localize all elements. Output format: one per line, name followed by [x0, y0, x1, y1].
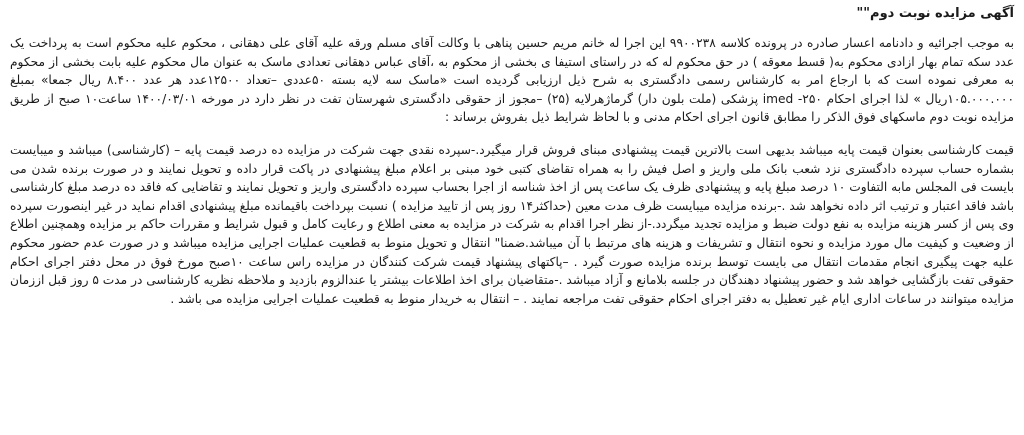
- notice-paragraph-terms: قیمت کارشناسی بعنوان قیمت پایه میباشد بدیهی است بالاترین قیمت پیشنهادی مبنای فروش قرار میگیرد.-سپرده نقدی جهت شرکت در مزایده ده درصد قیمت پایه – (کارشناسی) میباشد و میبایست بشماره حساب سپرده دادگستری نزد شعب بانک ملی واریز و اصل فیش را به همراه تقاضای کتبی خود مبنی بر اعلام مبلغ پیشنهادی در پاکت قرار داده و تحویل نمایند و در صورت برنده شدن می بایست فی المجلس مابه التفاوت ۱۰ درصد مبلغ پایه و پیشنهادی ظرف یک ساعت پس از اخذ شناسه از اجرا بحساب سپرده دادگستری واریز و تحویل نمایند و تقاضایی که فاقد ده درصد مبلغ کارشناسی باشد فاقد اعتبار و ترتیب اثر داده نخواهد شد .-برنده مزایده میبایست ظرف مدت معین (حداکثر۱۴ روز پس از تایید مزایده ) نسبت بپرداخت باقیمانده مبلغ پیشنهادی اقدام نماید در غیر اینصورت سپرده وی پس از کسر هزینه مزایده به نفع دولت ضبط و مزایده تجدید میگردد.-از نظر اجرا اقدام به شرکت در مزایده به معنی اطلاع و رعایت کامل و قبول شرایط و مقررات حاکم بر مزایده وهمچنین اطلاع از وضعیت و کیفیت مال مورد مزایده و نحوه انتقال و تشریفات و هزینه های مرتبط با آن میباشد.ضمنا" انتقال و تحویل منوط به قطعیت عملیات اجرایی مزایده میباشد و در صورت عدم حضور محکوم علیه جهت پیگیری انجام مقدمات انتقال می بایست توسط برنده مزایده صورت گیرد . –پاکتهای پیشنهاد قیمت شرکت کنندگان در مزایده راس ساعت ۱۰صبح مورخ فوق در محل دفتر اجرای احکام حقوقی تفت بازگشایی خواهد شد و حضور پیشنهاد دهندگان در جلسه بلامانع و آزاد میباشد .-متقاضیان برای اخذ اطلاعات بیشتر یا عندالزوم بازدید و ملاحظه نظریه کارشناسی در مدت ۵ روز قبل اززمان مزایده میتوانند در ساعات اداری ایام غیر تعطیل به دفتر اجرای احکام حقوقی تفت مراجعه نمایند . – انتقال به خریدار منوط به قطعیت عملیات اجرایی مزایده می باشد .: [10, 142, 1015, 306]
- notice-paragraph-intro: به موجب اجرائیه و دادنامه اعسار صادره در پرونده کلاسه ۹۹۰۰۲۳۸ این اجرا له خانم مریم حسین پناهی با وکالت آقای مسلم ورقه علیه آقای علی دهقانی ، محکوم علیه محکوم است به پرداخت یک عدد سکه تمام بهار ازادی محکوم به( قسط معوقه ) در حق محکوم له که در راستای استیفا ی بخشی از محکوم به ،آقای عباس دهقانی تعدادی ماسک به عنوان مال محکوم علیه بابت بخشی از محکوم به معرفی نموده است که با ارجاع امر به کارشناس رسمی دادگستری به شرح ذیل ارزیابی گردیده است «ماسک سه لایه بسته ۵۰عددی –تعداد ۱۲۵۰۰عدد هر عدد ۸.۴۰۰ ریال جمعا» بمبلغ ۱۰۵.۰۰۰.۰۰۰ریال » لذا اجرای احکام ۲۵۰- imed پزشکی (ملت بلون دار) گرماژهرلایه (۲۵) –مجوز از حقوقی دادگستری شهرستان تفت در نظر دارد در مورخه ۱۴۰۰/۰۳/۰۱ ساعت۱۰ صبح از طریق مزایده نوبت دوم ماسکهای فوق الذکر را مطابق قانون اجرای احکام مدنی و با لحاظ شرایط ذیل بفروش برساند :: [10, 36, 1015, 125]
- notice-title: آگهی مزایده نوبت دوم"": [856, 6, 1014, 21]
